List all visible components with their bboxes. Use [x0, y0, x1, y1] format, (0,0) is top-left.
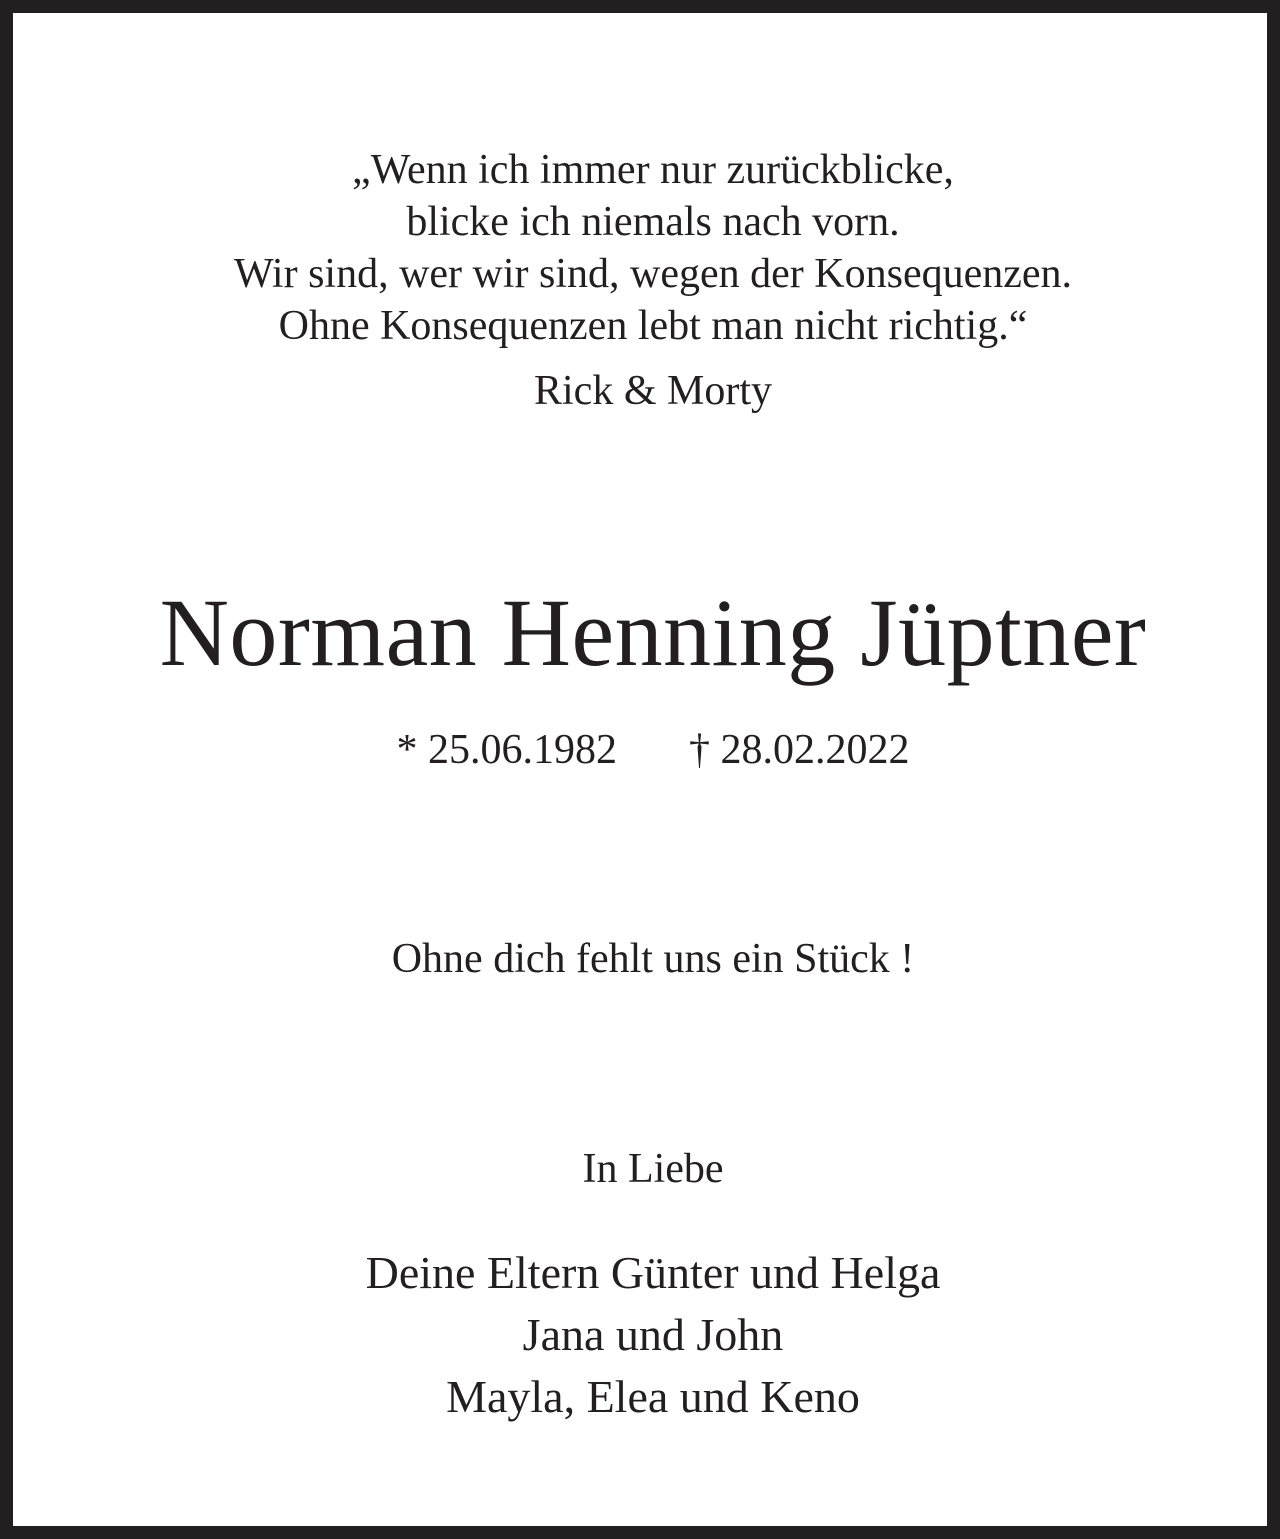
- quote-line: „Wenn ich immer nur zurückblicke,: [352, 147, 954, 193]
- birth-date: * 25.06.1982: [396, 727, 617, 773]
- quote-line: Ohne Konsequenzen lebt man nicht richtig.“: [278, 303, 1028, 349]
- closing-phrase: In Liebe: [582, 1146, 724, 1192]
- quote-line: blicke ich niemals nach vorn.: [406, 199, 900, 245]
- quote-line: Wir sind, wer wir sind, wegen der Konsequenzen.: [233, 251, 1073, 297]
- life-dates: [13, 724, 1280, 776]
- memorial-quote: [13, 144, 1280, 352]
- mourner-line: Jana und John: [522, 1309, 784, 1360]
- mourner-line: Deine Eltern Günter und Helga: [365, 1247, 941, 1298]
- death-date: † 28.02.2022: [689, 727, 910, 773]
- quote-attribution: Rick & Morty: [534, 368, 772, 414]
- memorial-tagline: Ohne dich fehlt uns ein Stück !: [391, 936, 915, 982]
- deceased-name: Norman Henning Jüptner: [159, 579, 1147, 686]
- mourner-line: Mayla, Elea und Keno: [446, 1371, 860, 1422]
- mourners-list: [13, 1242, 1280, 1428]
